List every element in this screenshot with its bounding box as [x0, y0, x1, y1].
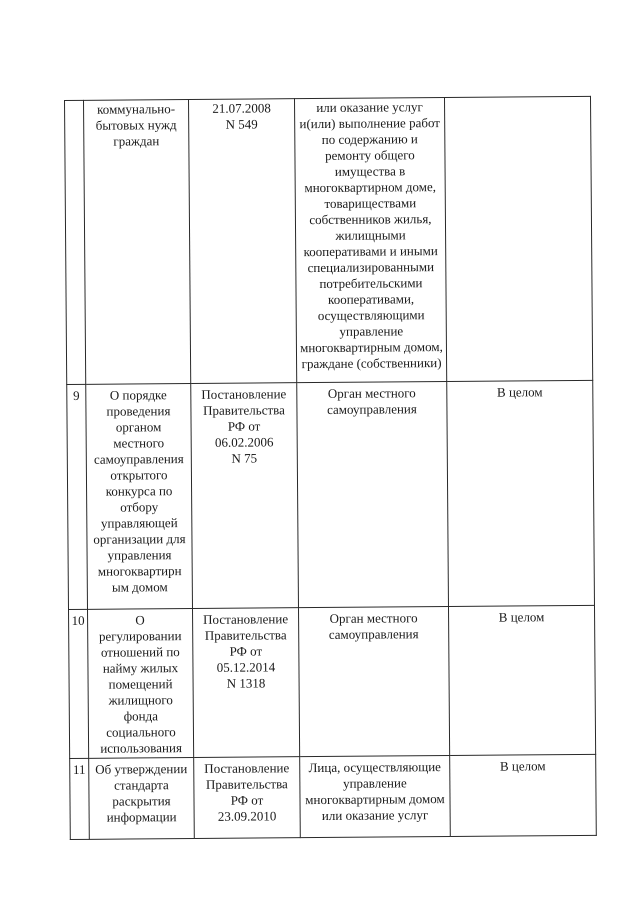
table-row: [65, 96, 593, 384]
regulated-subjects-cell: Лица, осуществляющие управление многоквартирным домом или оказание услуг: [300, 755, 451, 837]
table-row: [67, 380, 595, 609]
act-reference-cell: 21.07.2008 N 549: [189, 99, 297, 384]
regulated-subjects-cell: или оказание услуг и(или) выполнение работ по содержанию и ремонту общего имущества в многоквартирном доме, товариществами собственников жилья, жилищными кооперативами и иными специализированными потребительскими кооперативами, осуществляющими управление многоквартирным домом, граждане (собственники): [294, 98, 446, 383]
row-number-cell: 10: [69, 609, 89, 758]
legal-acts-table: [64, 96, 597, 840]
act-reference-cell: Постановление Правительства РФ от 05.12.2014 N 1318: [192, 608, 299, 758]
act-title-cell: О регулировании отношений по найму жилых помещений жилищного фонда социального использования: [88, 609, 194, 759]
regulated-subjects-cell: Орган местного самоуправления: [297, 382, 449, 608]
row-number-cell: [65, 100, 86, 384]
application-scope-cell: В целом: [450, 754, 597, 836]
application-scope-cell: В целом: [448, 605, 595, 755]
act-reference-cell: Постановление Правительства РФ от 06.02.2006 N 75: [191, 383, 299, 609]
row-number-cell: 9: [67, 384, 88, 609]
act-title-cell: Об утверждении стандарта раскрытия информации: [89, 758, 195, 840]
row-number-cell: 11: [70, 758, 90, 839]
scanned-sheet: [64, 96, 596, 840]
application-scope-cell: [444, 96, 592, 381]
act-title-cell: О порядке проведения органом местного самоуправления открытого конкурса по отбору управляющей организации для управления многоквартирн ым домом: [86, 384, 193, 610]
regulated-subjects-cell: Орган местного самоуправления: [298, 606, 449, 756]
application-scope-cell: В целом: [447, 380, 595, 606]
act-reference-cell: Постановление Правительства РФ от 23.09.2010: [194, 757, 301, 839]
table-row: [70, 754, 597, 839]
act-title-cell: коммунально- бытовых нужд граждан: [84, 100, 191, 385]
table-row: [69, 605, 596, 758]
